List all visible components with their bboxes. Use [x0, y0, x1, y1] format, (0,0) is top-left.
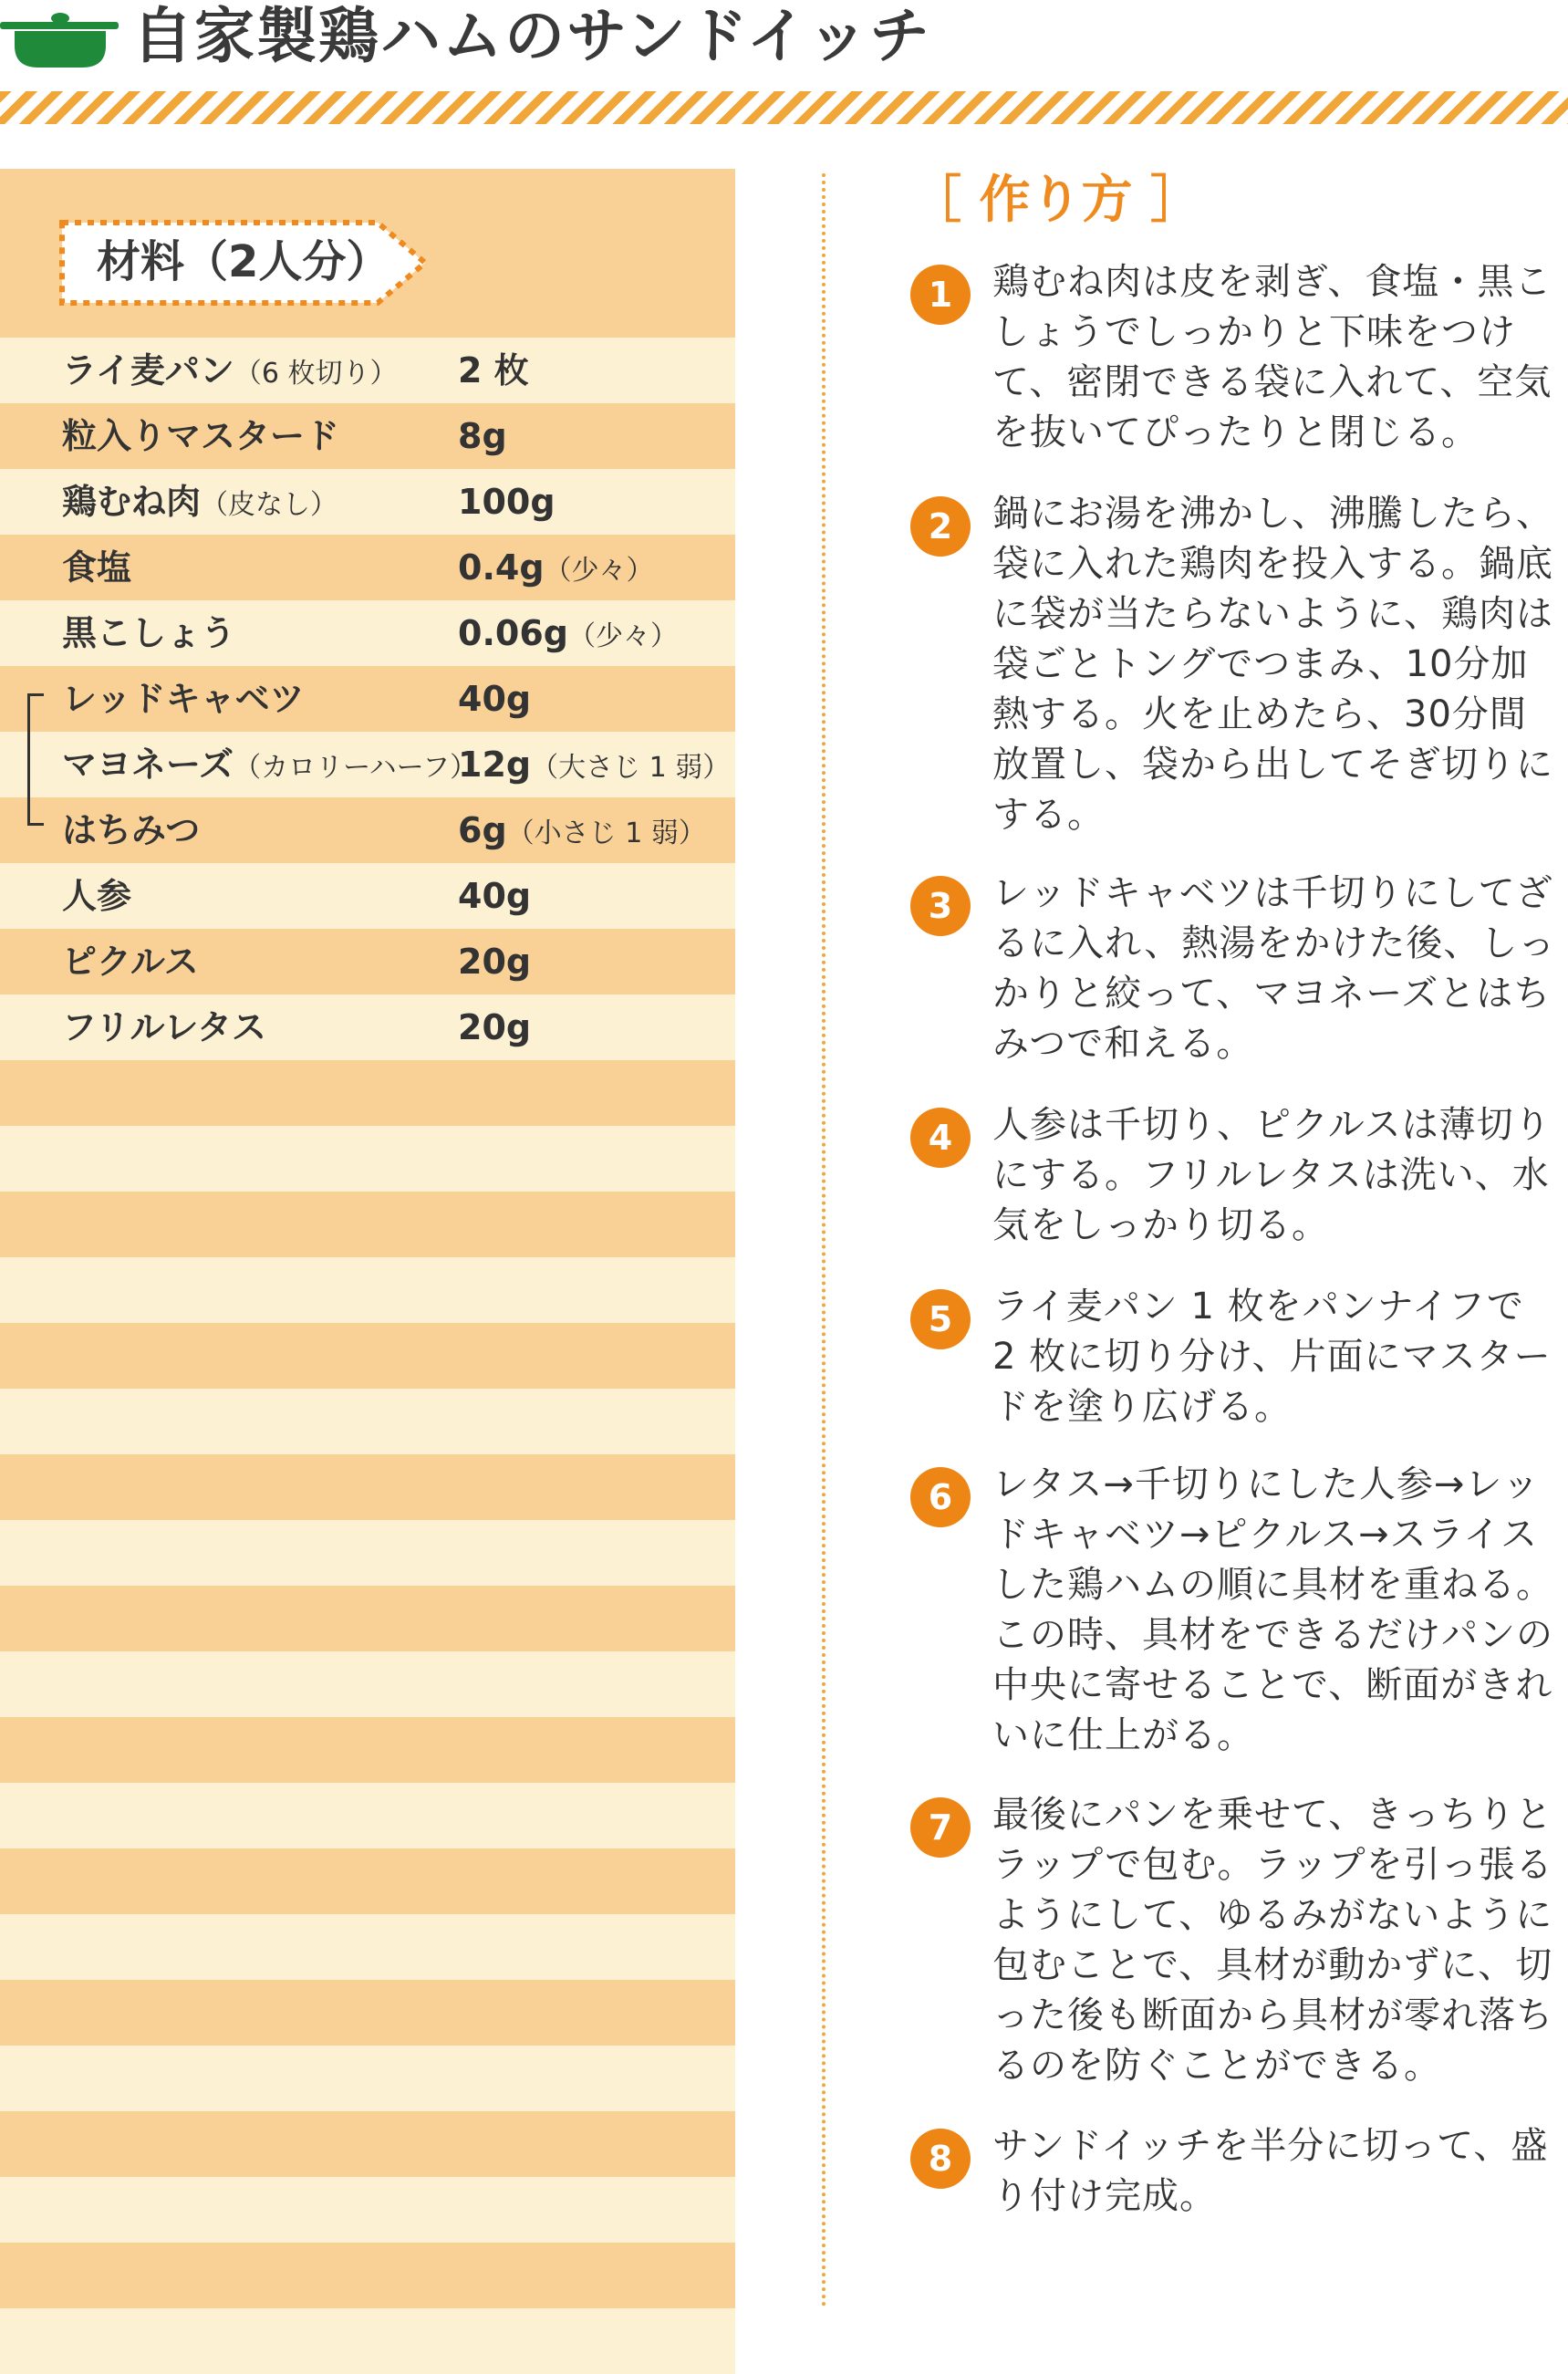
ingredient-row — [0, 863, 735, 929]
ingredient-amount: 2 枚 — [458, 350, 529, 390]
ingredient-row — [0, 666, 735, 732]
ingredients-label — [58, 219, 432, 307]
step-number-badge: 2 — [910, 496, 971, 557]
ingredient-name: マヨネーズ（カロリーハーフ） — [62, 744, 478, 785]
empty-row — [0, 1454, 735, 1520]
step-number-badge: 5 — [910, 1289, 971, 1349]
ingredients-panel — [0, 169, 735, 2313]
step-text: サンドイッチを半分に切って、盛り付け完成。 — [992, 2125, 1549, 2217]
ingredient-amount: 6g（小さじ 1 弱） — [458, 810, 706, 850]
ingredient-row — [0, 338, 735, 403]
ingredient-amount: 20g — [458, 942, 532, 982]
method-heading: ［ 作り方 ］ — [910, 171, 1201, 230]
ingredient-name: ライ麦パン（6 枚切り） — [62, 350, 398, 390]
step-text: 鍋にお湯を沸かし、沸騰したら、袋に入れた鶏肉を投入する。鍋底に袋が当たらないように、鶏肉は袋ごとトングでつまみ、10分加熱する。火を止めたら、30分間放置し、袋から出してそぎ切りにする。 — [992, 493, 1553, 836]
ingredient-name: レッドキャベツ — [62, 679, 305, 719]
ingredient-amount: 100g — [458, 482, 556, 522]
ingredient-amount: 40g — [458, 679, 532, 719]
empty-row — [0, 1126, 735, 1192]
empty-row — [0, 1192, 735, 1257]
ingredient-name: 鶏むね肉（皮なし） — [62, 482, 338, 522]
empty-row — [0, 1586, 735, 1651]
empty-row — [0, 1980, 735, 2046]
step-text: 鶏むね肉は皮を剥ぎ、食塩・黒こしょうでしっかりと下味をつけて、密閉できる袋に入れて、空気を抜いてぴったりと閉じる。 — [992, 261, 1552, 453]
ingredients-header — [0, 169, 735, 338]
empty-row — [0, 1389, 735, 1454]
empty-row — [0, 2111, 735, 2177]
ingredient-amount: 12g（大さじ 1 弱） — [458, 744, 731, 785]
ingredients-list — [0, 338, 735, 2374]
empty-row — [0, 1520, 735, 1586]
empty-row — [0, 1651, 735, 1717]
empty-row — [0, 2308, 735, 2374]
empty-row — [0, 2046, 735, 2111]
empty-row — [0, 1914, 735, 1980]
ingredient-amount: 8g — [458, 416, 507, 456]
empty-row — [0, 1848, 735, 1914]
empty-row — [0, 1717, 735, 1783]
ingredient-name: 人参 — [62, 876, 132, 916]
ingredient-amount: 0.4g（少々） — [458, 547, 654, 588]
step-text: レタス→千切りにした人参→レッドキャベツ→ピクルス→スライスした鶏ハムの順に具材を重ねる。この時、具材をできるだけパンの中央に寄せることで、断面がきれいに仕上がる。 — [992, 1463, 1553, 1756]
ingredient-name: 黒こしょう — [62, 613, 236, 653]
step-number-badge: 6 — [910, 1467, 971, 1527]
ingredient-name: ピクルス — [62, 942, 199, 982]
group-bracket — [27, 693, 44, 826]
ingredient-amount: 20g — [458, 1007, 532, 1047]
empty-row — [0, 2243, 735, 2308]
ingredient-amount: 0.06g（少々） — [458, 613, 678, 653]
pot-icon — [0, 4, 119, 69]
empty-row — [0, 1783, 735, 1848]
step-text: ライ麦パン 1 枚をパンナイフで 2 枚に切り分け、片面にマスタードを塗り広げる。 — [992, 1286, 1552, 1428]
step-number-badge: 7 — [910, 1797, 971, 1858]
page-title: 自家製鶏ハムのサンドイッチ — [132, 1, 932, 71]
ingredient-row — [0, 469, 735, 535]
ingredient-name: フリルレタス — [62, 1007, 267, 1047]
ingredient-row — [0, 732, 735, 797]
step-number-badge: 4 — [910, 1108, 971, 1168]
ingredient-amount: 40g — [458, 876, 532, 916]
empty-row — [0, 1257, 735, 1323]
step-text: レッドキャベツは千切りにしてざるに入れ、熱湯をかけた後、しっかりと絞って、マヨネーズとはちみつで和える。 — [992, 872, 1556, 1065]
decorative-stripe — [0, 91, 1568, 124]
ingredient-name: 粒入りマスタード — [62, 416, 340, 456]
step-number-badge: 3 — [910, 876, 971, 936]
ingredient-row — [0, 929, 735, 994]
ingredient-row — [0, 600, 735, 666]
step-number-badge: 1 — [910, 265, 971, 325]
empty-row — [0, 1060, 735, 1126]
empty-row — [0, 2177, 735, 2243]
ingredient-name: はちみつ — [62, 810, 201, 850]
ingredients-heading: 材料（2人分） — [97, 236, 390, 287]
step-text: 人参は千切り、ピクルスは薄切りにする。フリルレタスは洗い、水気をしっかり切る。 — [992, 1104, 1552, 1246]
ingredient-row — [0, 797, 735, 863]
ingredient-row — [0, 994, 735, 1060]
dotted-divider — [822, 173, 826, 2308]
ingredient-name: 食塩 — [62, 547, 132, 588]
empty-row — [0, 1323, 735, 1389]
step-text: 最後にパンを乗せて、きっちりとラップで包む。ラップを引っ張るようにして、ゆるみがないように包むことで、具材が動かずに、切った後も断面から具材が零れ落ちるのを防ぐことができる。 — [992, 1794, 1553, 2087]
ingredient-row — [0, 535, 735, 600]
step-number-badge: 8 — [910, 2129, 971, 2189]
ingredient-row — [0, 403, 735, 469]
